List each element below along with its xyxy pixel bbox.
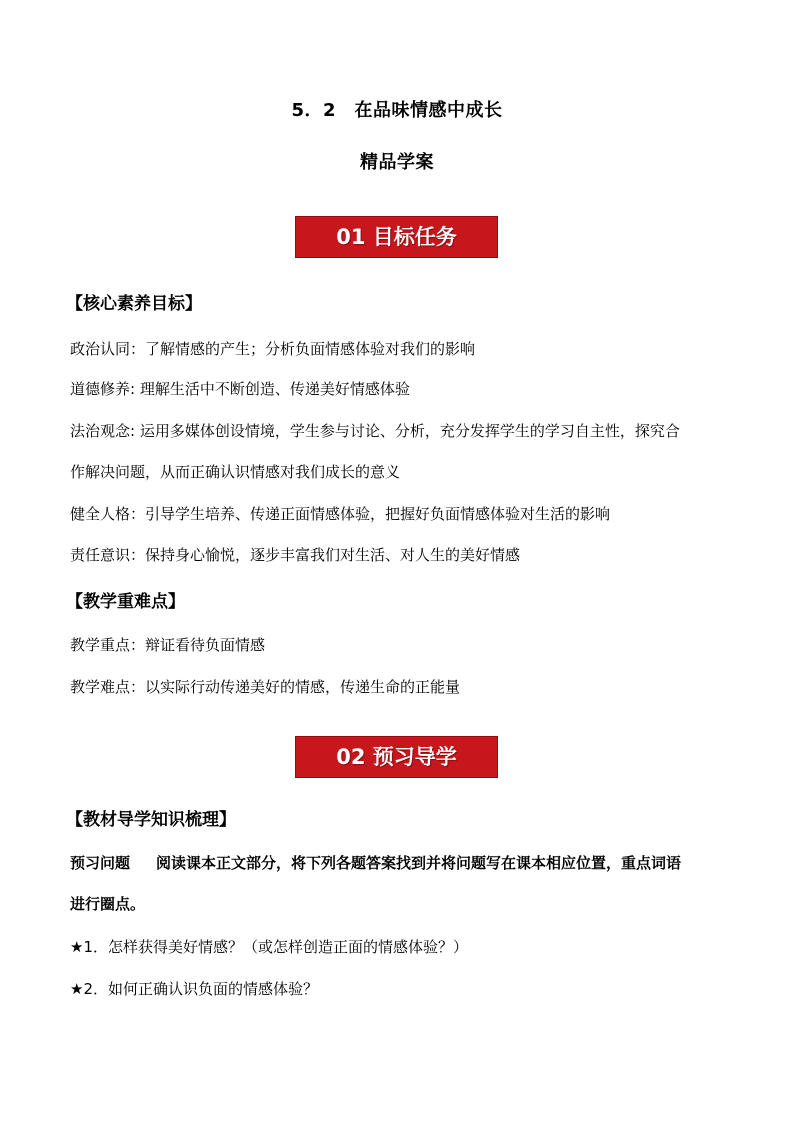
- preview-instruction-continued: 进行圈点。: [70, 895, 146, 913]
- key-point-line: 教学难点：以实际行动传递美好的情感，传递生命的正能量: [70, 678, 461, 696]
- preview-instruction: [70, 852, 681, 873]
- heading-core-goals: 【核心素养目标】: [66, 294, 202, 314]
- preview-question: ★2．如何正确认识负面的情感体验？: [70, 980, 318, 998]
- core-goal-line: 健全人格：引导学生培养、传递正面情感体验，把握好负面情感体验对生活的影响: [70, 505, 611, 523]
- heading-key-points: 【教学重难点】: [66, 592, 185, 612]
- core-goal-line: 法治观念: 运用多媒体创设情境，学生参与讨论、分析，充分发挥学生的学习自主性，探究合: [70, 422, 680, 440]
- preview-label: 预习问题: [70, 854, 131, 872]
- preview-text: 阅读课本正文部分，将下列各题答案找到并将问题写在课本相应位置，重点词语: [156, 854, 682, 872]
- core-goal-line: 政治认同：了解情感的产生；分析负面情感体验对我们的影响: [70, 340, 476, 358]
- core-goal-line: 作解决问题，从而正确认识情感对我们成长的意义: [70, 463, 401, 481]
- section-banner-goals: 01 目标任务: [295, 216, 498, 258]
- document-subtitle: 精品学案: [360, 152, 434, 173]
- preview-question: ★1．怎样获得美好情感？（或怎样创造正面的情感体验？）: [70, 938, 468, 956]
- document-title: 5．2 在品味情感中成长: [291, 100, 503, 121]
- section-banner-preview: 02 预习导学: [295, 736, 498, 778]
- heading-knowledge-review: 【教材导学知识梳理】: [66, 810, 236, 830]
- core-goal-line: 责任意识：保持身心愉悦，逐步丰富我们对生活、对人生的美好情感: [70, 546, 521, 564]
- key-point-line: 教学重点：辩证看待负面情感: [70, 636, 266, 654]
- core-goal-line: 道德修养: 理解生活中不断创造、传递美好情感体验: [70, 380, 410, 398]
